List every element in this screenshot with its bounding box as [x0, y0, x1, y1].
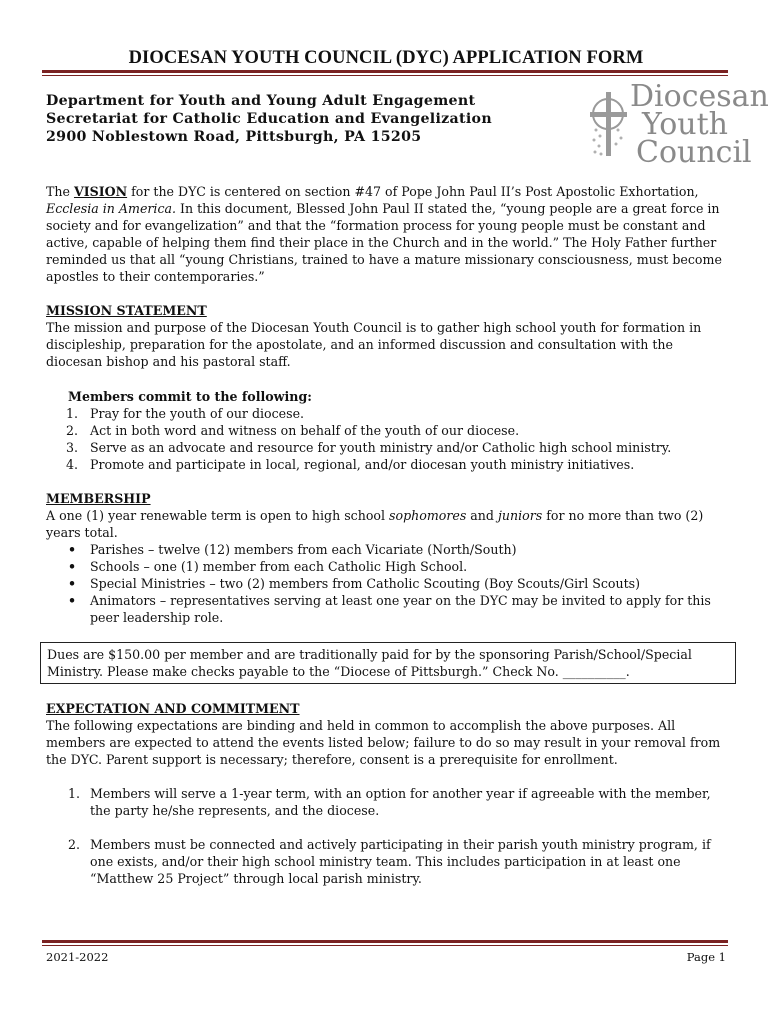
expectation-section — [46, 700, 731, 887]
footer-rule — [42, 940, 728, 946]
mission-text: The mission and purpose of the Diocesan Youth Council is to gather high school youth for formation in discipleship, preparation for the apostolate, and an informed discussion and consultation with the diocesan bishop and his pastoral staff. — [46, 320, 702, 369]
list-item: 3. Serve as an advocate and resource for youth ministry and/or Catholic high school ministry. — [66, 440, 672, 455]
form-title: DIOCESAN YOUTH COUNCIL (DYC) APPLICATION FORM — [128, 48, 644, 68]
membership-section — [46, 490, 731, 626]
commit-heading: Members commit to the following: — [68, 389, 312, 404]
logo-word-council: Council — [636, 135, 752, 170]
commit-section — [46, 388, 731, 473]
dyc-logo — [586, 79, 769, 170]
mission-section — [46, 302, 731, 370]
header-rule — [42, 70, 728, 76]
secretariat-line: Secretariat for Catholic Education and Evangelization — [46, 111, 492, 127]
expectation-heading: EXPECTATION AND COMMITMENT — [46, 701, 300, 716]
cross-icon — [586, 90, 630, 158]
list-item: • Schools – one (1) member from each Catholic High School. — [68, 559, 468, 574]
list-item: 4. Promote and participate in local, regional, and/or diocesan youth ministry initiatives. — [66, 457, 635, 472]
mission-heading: MISSION STATEMENT — [46, 303, 207, 318]
dues-box: Dues are $150.00 per member and are traditionally paid for by the sponsoring Parish/School/Special Ministry. Please make checks payable to the “Diocese of Pittsburgh.” Check No. __________. — [40, 642, 736, 684]
logo-word-diocesan: Diocesan — [630, 79, 769, 114]
membership-list — [46, 541, 731, 626]
vision-paragraph: The VISION for the DYC is centered on section #47 of Pope John Paul II’s Post Apostolic Exhortation, Ecclesia in America. In this document, Blessed John Paul II stated the, “young people are a great force in society and for evangelization” and that the “formation process for young people must be constant and active, capable of helping them find their place in the Church and in the world.” The Holy Father further reminded us that all “young Christians, trained to have a mature missionary consciousness, must become apostles to their contemporaries.” — [46, 184, 722, 284]
footer-year: 2021-2022 — [46, 950, 109, 964]
expectation-list — [46, 785, 731, 887]
page-number: Page 1 — [686, 950, 726, 964]
list-item: • Animators – representatives serving at least one year on the DYC may be invited to apply for this peer leadership role. — [68, 593, 711, 625]
expectation-text: The following expectations are binding and held in common to accomplish the above purposes. All members are expected to attend the events listed below; failure to do so may result in your removal from the DYC. Parent support is necessary; therefore, consent is a prerequisite for enrollment. — [46, 718, 721, 767]
department-line: Department for Youth and Young Adult Engagement — [46, 93, 476, 109]
logo-word-youth: Youth — [642, 107, 728, 142]
membership-intro: A one (1) year renewable term is open to high school sophomores and juniors for no more than two (2) years total. — [46, 508, 704, 540]
list-item: 2. Members must be connected and actively participating in their parish youth ministry program, if one exists, and/or their high school ministry team. This includes participation in at least one “Matthew 25 Project” through local parish ministry. — [68, 837, 711, 886]
vision-keyword: VISION — [73, 184, 128, 199]
department-block — [46, 92, 492, 146]
membership-heading: MEMBERSHIP — [46, 491, 151, 506]
list-item: 1. Pray for the youth of our diocese. — [66, 406, 305, 421]
list-item: 2. Act in both word and witness on behalf of the youth of our diocese. — [66, 423, 520, 438]
list-item: • Parishes – twelve (12) members from each Vicariate (North/South) — [68, 542, 517, 557]
list-item: 1. Members will serve a 1-year term, with an option for another year if agreeable with the member, the party he/she represents, and the diocese. — [68, 786, 711, 818]
address-line: 2900 Noblestown Road, Pittsburgh, PA 15205 — [46, 129, 422, 145]
vision-italic-title: Ecclesia in America. — [46, 201, 177, 216]
list-item: • Special Ministries – two (2) members from Catholic Scouting (Boy Scouts/Girl Scouts) — [68, 576, 641, 591]
commit-list — [46, 405, 731, 473]
